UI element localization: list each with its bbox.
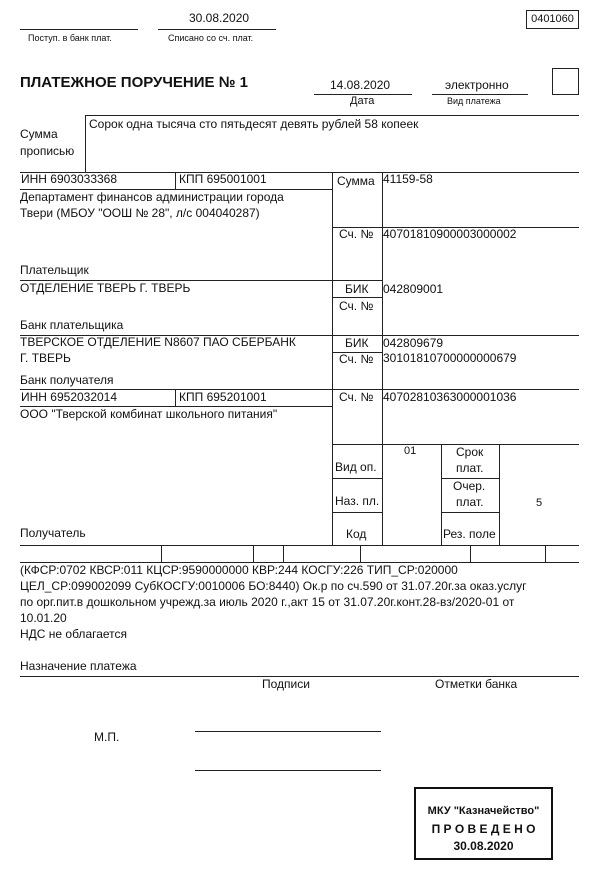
- purpose-label: Назначение платежа: [20, 659, 137, 673]
- tax-sep-3: [283, 545, 284, 562]
- amount-in-words: Сорок одна тысяча сто пятьдесят девять рублей 58 копеек: [89, 117, 419, 131]
- grid-line-bik1-split: [332, 297, 382, 298]
- payer-bik-label: БИК: [345, 282, 369, 296]
- sum-value: 41159-58: [383, 172, 433, 186]
- grid-line-codes-mid2: [332, 512, 382, 513]
- amount-top-line: [85, 115, 579, 116]
- purpose-line-2: ЦЕЛ_СР:099002099 СубКОСГУ:0010006 БО:8440) Ок.р по сч.590 от 31.07.20г.за оказ.услуг: [20, 579, 527, 593]
- tax-sep-1: [161, 545, 162, 562]
- purpose-line-4: 10.01.20: [20, 611, 67, 625]
- payer-kpp: КПП 695001001: [179, 172, 267, 186]
- op-type-value: 01: [404, 445, 417, 457]
- sum-label: Сумма: [337, 174, 375, 188]
- payer-label: Плательщик: [20, 263, 89, 277]
- payment-type-line: [432, 94, 528, 95]
- purpose-line-5: НДС не облагается: [20, 627, 128, 641]
- debited-date-line: [158, 29, 276, 30]
- amount-left-line: [85, 115, 86, 172]
- grid-vline-kpp1: [175, 172, 176, 189]
- order-label-2: плат.: [456, 495, 484, 509]
- payer-account-label: Сч. №: [339, 227, 374, 241]
- payer-inn: ИНН 6903033368: [21, 172, 118, 186]
- payee-account-value: 40702810363000001036: [383, 390, 517, 404]
- payee-inn: ИНН 6952032014: [21, 390, 118, 404]
- payee-label: Получатель: [20, 526, 86, 540]
- received-label: Поступ. в банк плат.: [28, 33, 112, 43]
- signature-line-2: [195, 770, 381, 771]
- grid-vline-main-left: [332, 172, 333, 545]
- order-label-1: Очер.: [453, 479, 486, 493]
- purpose-line-3: по орг.пит.в дошкольном учрежд.за июль 2020 г.,акт 15 от 31.07.20г.конт.28-вз/2020-01 от: [20, 595, 515, 609]
- payee-name: ООО "Тверской комбинат школьного питания": [20, 407, 278, 421]
- grid-line-payee-bottom: [20, 545, 579, 546]
- document-title: ПЛАТЕЖНОЕ ПОРУЧЕНИЕ № 1: [20, 74, 248, 91]
- term-label-2: плат.: [456, 461, 484, 475]
- payer-name-1: Департамент финансов администрации города: [20, 190, 284, 204]
- payer-bik-value: 042809001: [383, 282, 444, 296]
- payee-bank-account-label: Сч. №: [339, 352, 374, 366]
- order-value: 5: [536, 497, 543, 509]
- payee-kpp: КПП 695201001: [179, 390, 267, 404]
- purpose-line-1: (КФСР:0702 КВСР:011 КЦСР:9590000000 КВР:244 КОСГУ:226 ТИП_СР:020000: [20, 563, 458, 577]
- tax-sep-4: [360, 545, 361, 562]
- signature-line-1: [195, 731, 381, 732]
- grid-vline-codes-1: [441, 444, 442, 545]
- received-date-line: [20, 29, 138, 30]
- payee-bank-label: Банк получателя: [20, 373, 114, 387]
- form-code: 0401060: [526, 10, 579, 29]
- debited-label: Списано со сч. плат.: [168, 33, 254, 43]
- purpose-code-label: Наз. пл.: [335, 494, 380, 508]
- payee-bik-value: 042809679: [383, 336, 444, 350]
- treasury-stamp: [414, 787, 553, 860]
- grid-vline-codes-2: [499, 444, 500, 545]
- payer-bank-name: ОТДЕЛЕНИЕ ТВЕРЬ Г. ТВЕРЬ: [20, 281, 191, 295]
- grid-vline-kpp2: [175, 389, 176, 406]
- code-label: Код: [346, 527, 367, 541]
- payment-type-label: Вид платежа: [447, 96, 501, 106]
- payee-bank-account-value: 30101810700000000679: [383, 351, 517, 365]
- tax-sep-2: [253, 545, 254, 562]
- form-checkbox: [552, 68, 579, 95]
- payer-bank-account-label: Сч. №: [339, 299, 374, 313]
- reserve-label: Рез. поле: [443, 527, 496, 541]
- payer-bank-label: Банк плательщика: [20, 318, 124, 332]
- date-label: Дата: [350, 95, 375, 107]
- term-label-1: Срок: [456, 445, 484, 459]
- stamp-line-1: МКУ "Казначейство": [427, 805, 540, 817]
- signatures-label: Подписи: [262, 677, 310, 691]
- stamp-place-label: М.П.: [94, 730, 120, 744]
- grid-line-codes-mid1: [332, 478, 382, 479]
- payer-name-2: Твери (МБОУ "ООШ № 28", л/с 004040287): [20, 206, 260, 220]
- payee-account-label: Сч. №: [339, 390, 374, 404]
- op-type-label: Вид оп.: [335, 460, 377, 474]
- tax-sep-6: [545, 545, 546, 562]
- payee-bank-name-2: Г. ТВЕРЬ: [20, 351, 71, 365]
- document-date: 14.08.2020: [330, 78, 391, 92]
- payment-type: электронно: [445, 78, 509, 92]
- amount-label-2: прописью: [20, 144, 75, 158]
- stamp-line-3: 30.08.2020: [453, 839, 514, 853]
- tax-sep-5: [470, 545, 471, 562]
- payee-bik-label: БИК: [345, 336, 369, 350]
- grid-line-codes-mid2b: [441, 512, 499, 513]
- payer-account-value: 40701810900003000002: [383, 227, 517, 241]
- payee-bank-name-1: ТВЕРСКОЕ ОТДЕЛЕНИЕ N8607 ПАО СБЕРБАНК: [20, 335, 296, 349]
- grid-line-bik1-top: [332, 280, 382, 281]
- amount-label-1: Сумма: [20, 127, 58, 141]
- bank-marks-label: Отметки банка: [435, 677, 518, 691]
- debited-date: 30.08.2020: [189, 11, 250, 25]
- stamp-line-2: П Р О В Е Д Е Н О: [431, 822, 536, 836]
